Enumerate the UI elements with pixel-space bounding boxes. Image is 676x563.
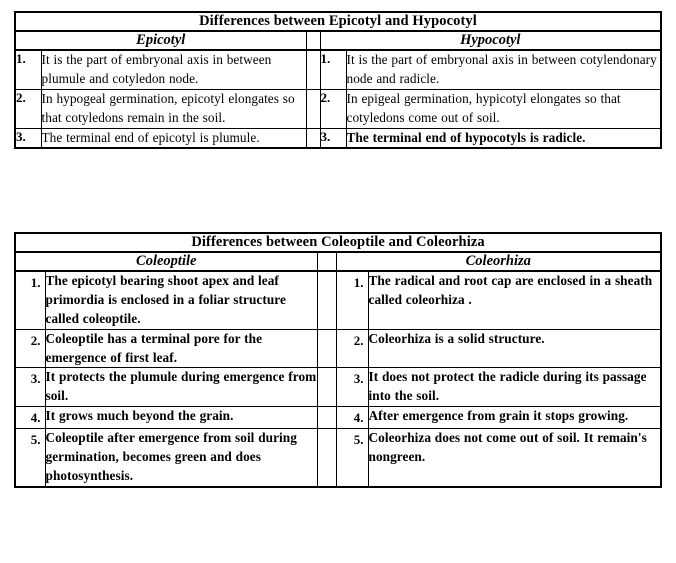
row-spacer: [317, 407, 336, 429]
row-number-left: 2.: [15, 89, 41, 128]
table-row: [15, 271, 661, 329]
row-number-right: 3.: [336, 368, 368, 407]
row-spacer: [306, 89, 320, 128]
row-number-right: 4.: [336, 407, 368, 429]
table-subheader-row: [15, 31, 661, 50]
row-number-left: 2.: [15, 329, 45, 368]
column-heading-right: Hypocotyl: [320, 31, 661, 50]
table-title-row: [15, 12, 661, 31]
table-title-row: [15, 233, 661, 252]
row-spacer: [306, 128, 320, 148]
row-spacer: [306, 50, 320, 89]
row-text-left: The epicotyl bearing shoot apex and leaf primordia is enclosed in a foliar structure called coleoptile.: [45, 271, 317, 329]
table-row: [15, 407, 661, 429]
row-spacer: [317, 429, 336, 487]
table-row: [15, 128, 661, 148]
row-text-right: The terminal end of hypocotyls is radicle.: [346, 128, 661, 148]
row-number-right: 5.: [336, 429, 368, 487]
row-text-left: Coleoptile has a terminal pore for the emergence of first leaf.: [45, 329, 317, 368]
row-text-right: After emergence from grain it stops growing.: [368, 407, 661, 429]
column-heading-left: Epicotyl: [15, 31, 306, 50]
row-number-left: 5.: [15, 429, 45, 487]
row-text-left: Coleoptile after emergence from soil during germination, becomes green and does photosynthesis.: [45, 429, 317, 487]
row-text-right: The radical and root cap are enclosed in a sheath called coleorhiza .: [368, 271, 661, 329]
row-text-right: Coleorhiza is a solid structure.: [368, 329, 661, 368]
row-number-left: 1.: [15, 271, 45, 329]
row-spacer: [317, 329, 336, 368]
table-title: Differences between Coleoptile and Coleorhiza: [15, 233, 661, 252]
column-heading-spacer: [306, 31, 320, 50]
row-number-right: 3.: [320, 128, 346, 148]
row-spacer: [317, 368, 336, 407]
table-row: [15, 429, 661, 487]
row-text-left: It grows much beyond the grain.: [45, 407, 317, 429]
column-heading-spacer: [317, 252, 336, 271]
column-heading-right: Coleorhiza: [336, 252, 661, 271]
row-text-left: It is the part of embryonal axis in between plumule and cotyledon node.: [41, 50, 306, 89]
table-row: [15, 89, 661, 128]
table-row: [15, 368, 661, 407]
table-row: [15, 50, 661, 89]
table-subheader-row: [15, 252, 661, 271]
row-number-right: 1.: [320, 50, 346, 89]
row-text-left: In hypogeal germination, epicotyl elongates so that cotyledons remain in the soil.: [41, 89, 306, 128]
table-epicotyl-hypocotyl: [14, 11, 662, 149]
table-coleoptile-coleorhiza: [14, 232, 662, 488]
table-row: [15, 329, 661, 368]
row-number-right: 2.: [320, 89, 346, 128]
row-text-right: It does not protect the radicle during its passage into the soil.: [368, 368, 661, 407]
column-heading-left: Coleoptile: [15, 252, 317, 271]
row-number-left: 3.: [15, 128, 41, 148]
row-number-right: 1.: [336, 271, 368, 329]
row-number-left: 1.: [15, 50, 41, 89]
table-title: Differences between Epicotyl and Hypocotyl: [15, 12, 661, 31]
row-number-left: 3.: [15, 368, 45, 407]
row-spacer: [317, 271, 336, 329]
row-text-right: It is the part of embryonal axis in between cotylendonary node and radicle.: [346, 50, 661, 89]
row-text-left: The terminal end of epicotyl is plumule.: [41, 128, 306, 148]
row-number-right: 2.: [336, 329, 368, 368]
row-text-right: Coleorhiza does not come out of soil. It remain's nongreen.: [368, 429, 661, 487]
row-text-left: It protects the plumule during emergence from soil.: [45, 368, 317, 407]
row-text-right: In epigeal germination, hypicotyl elongates so that cotyledons come out of soil.: [346, 89, 661, 128]
row-number-left: 4.: [15, 407, 45, 429]
